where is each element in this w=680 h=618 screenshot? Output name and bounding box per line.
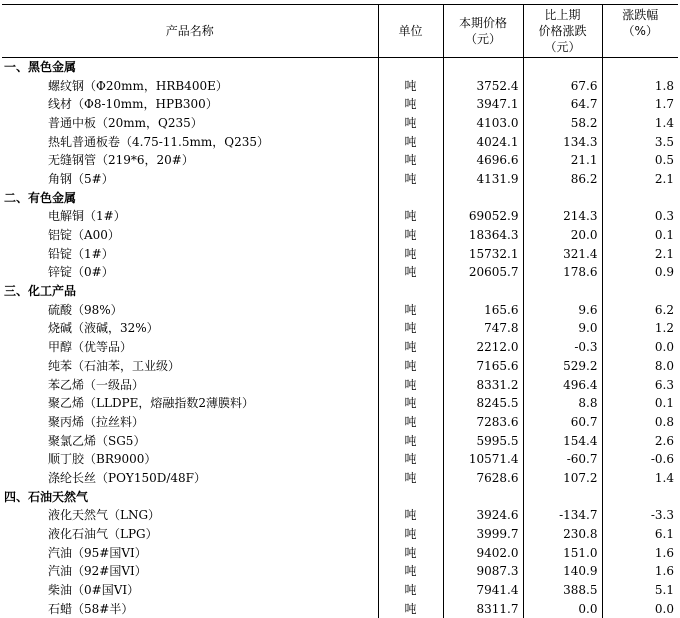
unit-cell: 吨 <box>378 506 443 525</box>
category-row <box>2 487 678 506</box>
unit-cell: 吨 <box>378 95 443 114</box>
price-cell: 747.8 <box>443 319 523 338</box>
table-row <box>2 132 678 151</box>
percent-cell <box>602 282 678 301</box>
percent-cell: 2.1 <box>602 244 678 263</box>
table-row <box>2 263 678 282</box>
header-unit: 单位 <box>378 5 443 58</box>
unit-cell: 吨 <box>378 357 443 376</box>
product-name-cell: 聚乙烯（LLDPE，熔融指数2薄膜料） <box>2 394 378 413</box>
change-cell: 230.8 <box>523 525 602 544</box>
unit-cell <box>378 188 443 207</box>
percent-cell: 0.0 <box>602 338 678 357</box>
unit-cell: 吨 <box>378 599 443 618</box>
price-cell <box>443 282 523 301</box>
price-cell: 9402.0 <box>443 543 523 562</box>
table-row <box>2 338 678 357</box>
table-row <box>2 76 678 95</box>
percent-cell <box>602 58 678 77</box>
percent-cell <box>602 188 678 207</box>
change-cell: -134.7 <box>523 506 602 525</box>
percent-cell: 1.7 <box>602 95 678 114</box>
header-price-change: 比上期 价格涨跌 （元） <box>523 5 602 58</box>
price-cell: 7165.6 <box>443 357 523 376</box>
percent-cell: -0.6 <box>602 450 678 469</box>
change-cell: 140.9 <box>523 562 602 581</box>
price-cell: 3947.1 <box>443 95 523 114</box>
unit-cell: 吨 <box>378 525 443 544</box>
table-row <box>2 506 678 525</box>
percent-cell: 1.4 <box>602 469 678 488</box>
price-cell: 10571.4 <box>443 450 523 469</box>
price-table <box>2 4 678 618</box>
change-cell: 107.2 <box>523 469 602 488</box>
change-cell: 0.0 <box>523 599 602 618</box>
price-cell: 4103.0 <box>443 114 523 133</box>
change-cell: 134.3 <box>523 132 602 151</box>
table-row <box>2 394 678 413</box>
price-cell: 4131.9 <box>443 170 523 189</box>
product-name-cell: 锌锭（0#） <box>2 263 378 282</box>
change-cell: 67.6 <box>523 76 602 95</box>
unit-cell: 吨 <box>378 394 443 413</box>
price-cell: 18364.3 <box>443 226 523 245</box>
header-current-price: 本期价格 （元） <box>443 5 523 58</box>
percent-cell: 6.2 <box>602 300 678 319</box>
unit-cell: 吨 <box>378 114 443 133</box>
table-header <box>2 5 678 58</box>
product-name-cell: 角钢（5#） <box>2 170 378 189</box>
product-name-cell: 汽油（95#国VI） <box>2 543 378 562</box>
unit-cell <box>378 282 443 301</box>
price-cell: 69052.9 <box>443 207 523 226</box>
table-row <box>2 469 678 488</box>
change-cell <box>523 282 602 301</box>
table-row <box>2 151 678 170</box>
table-row <box>2 207 678 226</box>
unit-cell: 吨 <box>378 319 443 338</box>
category-row <box>2 188 678 207</box>
percent-cell: 0.3 <box>602 207 678 226</box>
unit-cell: 吨 <box>378 562 443 581</box>
table-row <box>2 244 678 263</box>
change-cell <box>523 188 602 207</box>
percent-cell: 1.6 <box>602 562 678 581</box>
change-cell: 64.7 <box>523 95 602 114</box>
unit-cell: 吨 <box>378 170 443 189</box>
product-name-cell: 纯苯（石油苯，工业级） <box>2 357 378 376</box>
change-cell: 58.2 <box>523 114 602 133</box>
price-cell: 7283.6 <box>443 413 523 432</box>
table-row <box>2 375 678 394</box>
product-name-cell: 普通中板（20mm，Q235） <box>2 114 378 133</box>
change-cell: 178.6 <box>523 263 602 282</box>
table-row <box>2 581 678 600</box>
change-cell <box>523 487 602 506</box>
table-row <box>2 226 678 245</box>
product-name-cell: 聚氯乙烯（SG5） <box>2 431 378 450</box>
price-cell <box>443 188 523 207</box>
price-cell: 3752.4 <box>443 76 523 95</box>
table-row <box>2 431 678 450</box>
change-cell: 214.3 <box>523 207 602 226</box>
change-cell: 21.1 <box>523 151 602 170</box>
product-name-cell: 铅锭（1#） <box>2 244 378 263</box>
unit-cell: 吨 <box>378 76 443 95</box>
change-cell: 20.0 <box>523 226 602 245</box>
unit-cell: 吨 <box>378 338 443 357</box>
percent-cell: 6.1 <box>602 525 678 544</box>
price-cell: 3924.6 <box>443 506 523 525</box>
percent-cell: 0.0 <box>602 599 678 618</box>
product-name-cell: 液化天然气（LNG） <box>2 506 378 525</box>
product-name-cell: 三、化工产品 <box>2 282 378 301</box>
change-cell: 9.0 <box>523 319 602 338</box>
unit-cell: 吨 <box>378 151 443 170</box>
percent-cell <box>602 487 678 506</box>
unit-cell: 吨 <box>378 207 443 226</box>
change-cell: 86.2 <box>523 170 602 189</box>
unit-cell: 吨 <box>378 469 443 488</box>
product-name-cell: 石蜡（58#半） <box>2 599 378 618</box>
table-row <box>2 357 678 376</box>
price-cell: 2212.0 <box>443 338 523 357</box>
product-name-cell: 四、石油天然气 <box>2 487 378 506</box>
price-cell: 9087.3 <box>443 562 523 581</box>
table-row <box>2 450 678 469</box>
price-cell: 7941.4 <box>443 581 523 600</box>
product-name-cell: 液化石油气（LPG） <box>2 525 378 544</box>
percent-cell: 8.0 <box>602 357 678 376</box>
table-body <box>2 58 678 618</box>
category-row <box>2 58 678 77</box>
percent-cell: 0.5 <box>602 151 678 170</box>
unit-cell: 吨 <box>378 375 443 394</box>
product-name-cell: 铝锭（A00） <box>2 226 378 245</box>
unit-cell: 吨 <box>378 300 443 319</box>
unit-cell: 吨 <box>378 450 443 469</box>
unit-cell: 吨 <box>378 543 443 562</box>
product-name-cell: 热轧普通板卷（4.75-11.5mm，Q235） <box>2 132 378 151</box>
change-cell: -60.7 <box>523 450 602 469</box>
product-name-cell: 硫酸（98%） <box>2 300 378 319</box>
change-cell: 154.4 <box>523 431 602 450</box>
table-row <box>2 599 678 618</box>
percent-cell: 1.8 <box>602 76 678 95</box>
unit-cell: 吨 <box>378 431 443 450</box>
unit-cell: 吨 <box>378 581 443 600</box>
table-row <box>2 170 678 189</box>
unit-cell: 吨 <box>378 413 443 432</box>
unit-cell: 吨 <box>378 263 443 282</box>
price-cell: 8311.7 <box>443 599 523 618</box>
product-name-cell: 线材（Φ8-10mm，HPB300） <box>2 95 378 114</box>
percent-cell: 0.9 <box>602 263 678 282</box>
percent-cell: 0.1 <box>602 226 678 245</box>
table-row <box>2 114 678 133</box>
product-name-cell: 螺纹钢（Φ20mm，HRB400E） <box>2 76 378 95</box>
percent-cell: 2.1 <box>602 170 678 189</box>
product-name-cell: 二、有色金属 <box>2 188 378 207</box>
change-cell <box>523 58 602 77</box>
unit-cell: 吨 <box>378 132 443 151</box>
percent-cell: 3.5 <box>602 132 678 151</box>
change-cell: 60.7 <box>523 413 602 432</box>
price-cell <box>443 58 523 77</box>
table-row <box>2 562 678 581</box>
price-cell <box>443 487 523 506</box>
percent-cell: 1.4 <box>602 114 678 133</box>
product-name-cell: 柴油（0#国VI） <box>2 581 378 600</box>
product-name-cell: 苯乙烯（一级品） <box>2 375 378 394</box>
product-name-cell: 一、黑色金属 <box>2 58 378 77</box>
table-row <box>2 413 678 432</box>
product-name-cell: 甲醇（优等品） <box>2 338 378 357</box>
unit-cell: 吨 <box>378 244 443 263</box>
table-row <box>2 319 678 338</box>
price-cell: 4696.6 <box>443 151 523 170</box>
product-name-cell: 电解铜（1#） <box>2 207 378 226</box>
product-name-cell: 聚丙烯（拉丝料） <box>2 413 378 432</box>
percent-cell: 5.1 <box>602 581 678 600</box>
price-cell: 165.6 <box>443 300 523 319</box>
header-product-name: 产品名称 <box>2 5 378 58</box>
header-change-percent: 涨跌幅 （%） <box>602 5 678 58</box>
change-cell: 9.6 <box>523 300 602 319</box>
table-row <box>2 95 678 114</box>
change-cell: 321.4 <box>523 244 602 263</box>
product-name-cell: 涤纶长丝（POY150D/48F） <box>2 469 378 488</box>
table-row <box>2 525 678 544</box>
percent-cell: 1.6 <box>602 543 678 562</box>
percent-cell: 0.8 <box>602 413 678 432</box>
percent-cell: 6.3 <box>602 375 678 394</box>
product-name-cell: 无缝钢管（219*6，20#） <box>2 151 378 170</box>
price-cell: 3999.7 <box>443 525 523 544</box>
price-cell: 5995.5 <box>443 431 523 450</box>
unit-cell <box>378 487 443 506</box>
product-name-cell: 烧碱（液碱，32%） <box>2 319 378 338</box>
unit-cell <box>378 58 443 77</box>
price-cell: 20605.7 <box>443 263 523 282</box>
price-cell: 8331.2 <box>443 375 523 394</box>
table-row <box>2 543 678 562</box>
category-row <box>2 282 678 301</box>
product-name-cell: 顺丁胶（BR9000） <box>2 450 378 469</box>
price-cell: 7628.6 <box>443 469 523 488</box>
price-cell: 8245.5 <box>443 394 523 413</box>
unit-cell: 吨 <box>378 226 443 245</box>
percent-cell: 0.1 <box>602 394 678 413</box>
percent-cell: 2.6 <box>602 431 678 450</box>
header-row <box>2 5 678 58</box>
percent-cell: 1.2 <box>602 319 678 338</box>
table-row <box>2 300 678 319</box>
price-cell: 4024.1 <box>443 132 523 151</box>
change-cell: -0.3 <box>523 338 602 357</box>
change-cell: 8.8 <box>523 394 602 413</box>
price-cell: 15732.1 <box>443 244 523 263</box>
change-cell: 151.0 <box>523 543 602 562</box>
change-cell: 388.5 <box>523 581 602 600</box>
change-cell: 496.4 <box>523 375 602 394</box>
change-cell: 529.2 <box>523 357 602 376</box>
percent-cell: -3.3 <box>602 506 678 525</box>
product-name-cell: 汽油（92#国VI） <box>2 562 378 581</box>
